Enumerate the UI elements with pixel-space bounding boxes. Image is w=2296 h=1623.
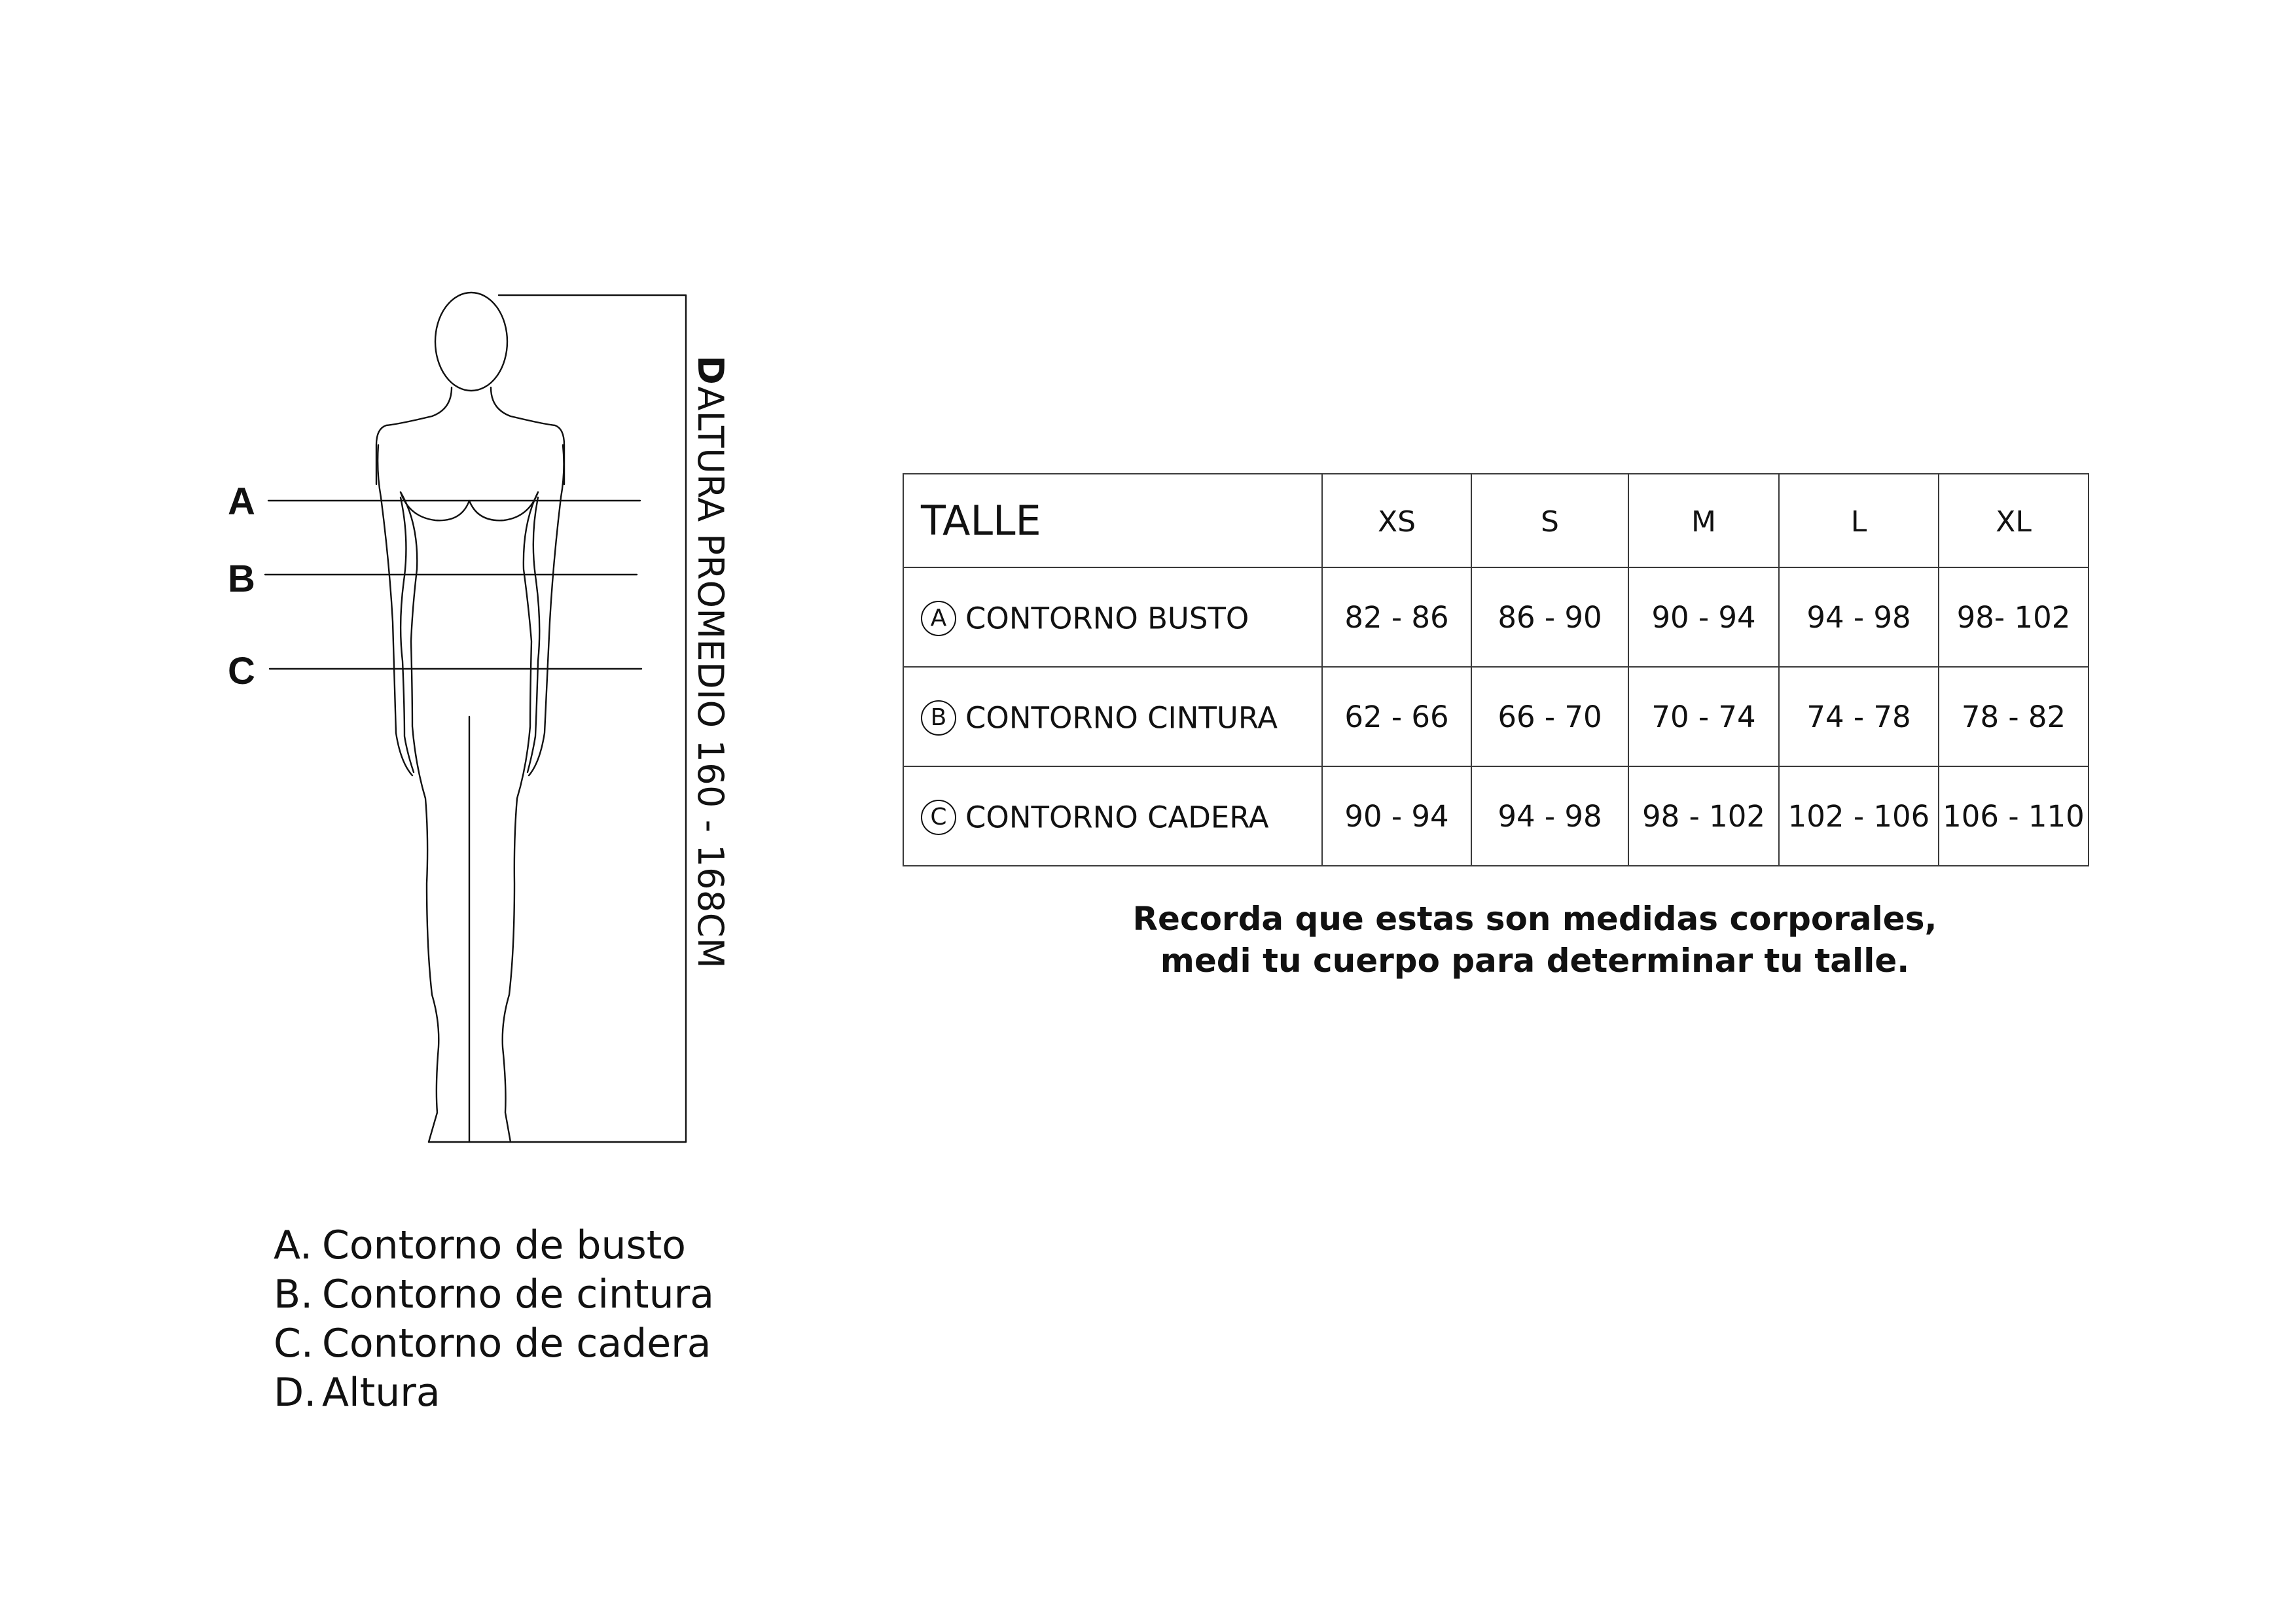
legend-key: A. (274, 1222, 313, 1268)
row-label-text: CONTORNO CINTURA (965, 700, 1278, 735)
legend-item-height (274, 1368, 714, 1418)
size-header-s: S (1471, 474, 1628, 567)
table-cell: 90 - 94 (1322, 766, 1471, 866)
legend-key: C. (274, 1321, 314, 1366)
circled-letter-a: A (921, 601, 956, 636)
row-label-waist (903, 667, 1322, 766)
note-line-2: medi tu cuerpo para determinar tu talle. (1160, 942, 1910, 980)
row-label-hip (903, 766, 1322, 866)
size-table-header-row (903, 474, 2089, 567)
size-header-l: L (1779, 474, 1939, 567)
size-table (903, 473, 2089, 866)
table-cell: 102 - 106 (1779, 766, 1939, 866)
table-cell: 94 - 98 (1471, 766, 1628, 866)
table-cell: 86 - 90 (1471, 567, 1628, 667)
height-label-letter: D (690, 355, 731, 385)
table-cell: 62 - 66 (1322, 667, 1471, 766)
size-header-xl: XL (1939, 474, 2089, 567)
table-cell: 90 - 94 (1628, 567, 1779, 667)
table-cell: 98- 102 (1939, 567, 2089, 667)
marker-b-label: B (228, 558, 255, 600)
legend-text: Altura (322, 1370, 440, 1416)
table-cell: 74 - 78 (1779, 667, 1939, 766)
height-label-text: ALTURA PROMEDIO 160 - 168CM (690, 386, 731, 969)
note-line-1: Recorda que estas son medidas corporales, (1132, 900, 1937, 938)
figure-right-body (503, 492, 538, 1142)
legend-text: Contorno de cintura (322, 1272, 715, 1317)
row-label-bust (903, 567, 1322, 667)
circled-letter-b: B (921, 700, 956, 736)
talle-header: TALLE (903, 474, 1322, 567)
measurement-legend (274, 1221, 714, 1418)
row-label-text: CONTORNO BUSTO (965, 601, 1249, 635)
table-cell: 66 - 70 (1471, 667, 1628, 766)
legend-text: Contorno de busto (322, 1222, 686, 1268)
marker-a-label: A (228, 480, 255, 523)
figure-left-body (401, 492, 439, 1142)
legend-item-waist (274, 1270, 714, 1319)
legend-key: D. (274, 1370, 317, 1416)
figure-head (435, 293, 507, 391)
size-header-m: M (1628, 474, 1779, 567)
legend-item-bust (274, 1221, 714, 1270)
table-row (903, 567, 2089, 667)
measurement-note (1073, 898, 1996, 982)
circled-letter-c: C (921, 800, 956, 835)
table-cell: 98 - 102 (1628, 766, 1779, 866)
table-row (903, 766, 2089, 866)
figure-right-arm (529, 445, 564, 776)
figure-shoulders (376, 387, 564, 484)
legend-text: Contorno de cadera (322, 1321, 711, 1366)
table-cell: 82 - 86 (1322, 567, 1471, 667)
legend-key: B. (274, 1272, 314, 1317)
marker-c-label: C (228, 650, 255, 692)
table-cell: 78 - 82 (1939, 667, 2089, 766)
legend-item-hip (274, 1319, 714, 1368)
table-cell: 106 - 110 (1939, 766, 2089, 866)
table-row (903, 667, 2089, 766)
figure-left-arm (378, 445, 412, 776)
table-cell: 70 - 74 (1628, 667, 1779, 766)
height-bracket (499, 295, 686, 1142)
figure-bust (401, 492, 538, 520)
height-label (690, 355, 731, 969)
table-cell: 94 - 98 (1779, 567, 1939, 667)
size-header-xs: XS (1322, 474, 1471, 567)
row-label-text: CONTORNO CADERA (965, 800, 1269, 834)
